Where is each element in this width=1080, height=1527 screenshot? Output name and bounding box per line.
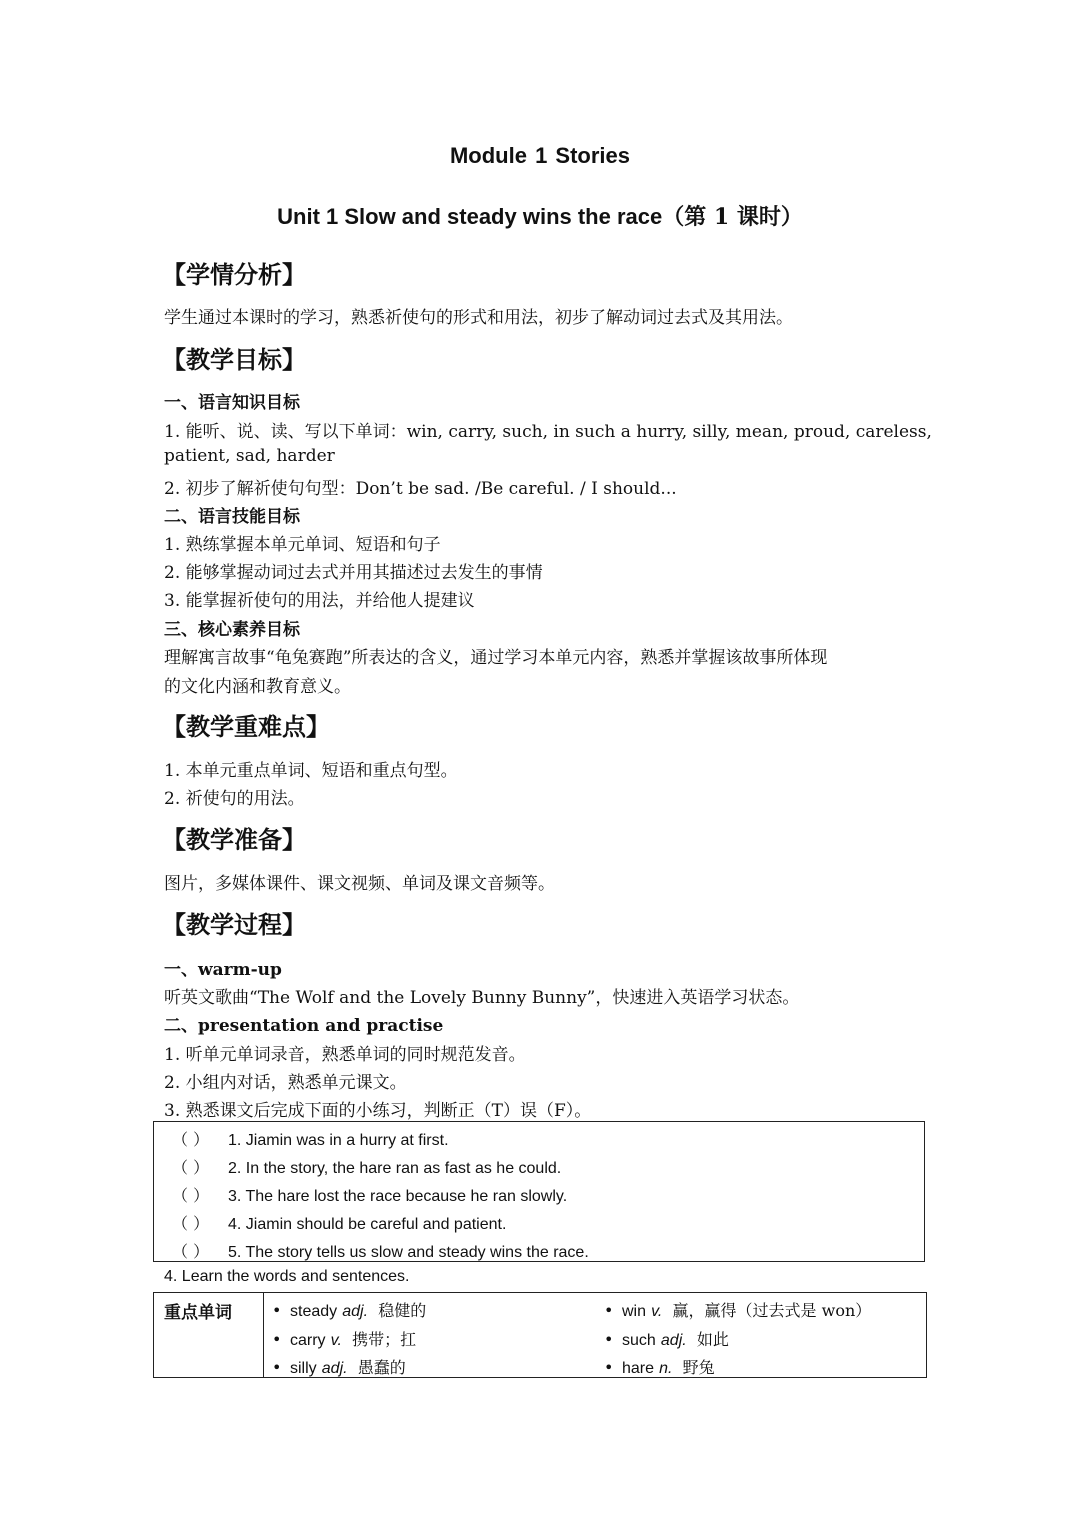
lang-knowledge-item1: 1. 能听、说、读、写以下单词：win, carry, such, in such a hurry, silly, mean, proud, careless,	[164, 422, 932, 442]
vocab-item: • silly adj. 愚蠢的	[272, 1358, 406, 1377]
question-text: 3. The hare lost the race because he ran slowly.	[228, 1188, 568, 1205]
vocab-item: • win v. 赢，赢得（过去式是 won）	[604, 1301, 872, 1320]
question-row	[172, 1239, 589, 1262]
preparation-heading: 【教学准备】	[162, 825, 306, 854]
warmup-title: 一、warm-up	[164, 960, 282, 980]
answer-bracket[interactable]: （ ）	[172, 1242, 210, 1261]
true-false-box	[153, 1121, 925, 1262]
lang-skill-item: 2. 能够掌握动词过去式并用其描述过去发生的事情	[164, 563, 543, 583]
vocab-item: • steady adj. 稳健的	[272, 1301, 427, 1320]
answer-bracket[interactable]: （ ）	[172, 1214, 210, 1233]
lang-knowledge-item1-cont: patient, sad, harder	[164, 446, 335, 466]
bullet-icon: •	[272, 1301, 282, 1320]
question-text: 4. Jiamin should be careful and patient.	[228, 1216, 507, 1233]
question-row	[172, 1183, 567, 1206]
core-text-line2: 的文化内涵和教育意义。	[164, 677, 351, 697]
presentation-title: 二、presentation and practise	[164, 1016, 444, 1036]
vocab-item: • carry v. 携带；扛	[272, 1330, 417, 1349]
preparation-text: 图片，多媒体课件、课文视频、单词及课文音频等。	[164, 874, 555, 894]
vocab-table	[153, 1292, 927, 1378]
unit-title-cn: （第 1 课时）	[662, 204, 803, 230]
module-title: Module 1 Stories	[449, 143, 631, 168]
bullet-icon: •	[604, 1330, 614, 1349]
lang-knowledge-item2: 2. 初步了解祈使句句型：Don’t be sad. /Be careful. / I should...	[164, 479, 677, 499]
question-text: 2. In the story, the hare ran as fast as he could.	[228, 1160, 562, 1177]
table-divider	[263, 1293, 264, 1377]
core-text-line1: 理解寓言故事“龟兔赛跑”所表达的含义，通过学习本单元内容，熟悉并掌握该故事所体现	[164, 648, 828, 668]
unit-title	[0, 200, 1080, 231]
process-step: 3. 熟悉课文后完成下面的小练习，判断正（T）误（F）。	[164, 1101, 592, 1121]
step4-text: 4. Learn the words and sentences.	[164, 1268, 410, 1285]
vocab-item: • hare n. 野兔	[604, 1358, 715, 1377]
lang-skills-title: 二、语言技能目标	[164, 507, 300, 527]
core-title: 三、核心素养目标	[164, 620, 300, 640]
bullet-icon: •	[604, 1301, 614, 1320]
process-step: 1. 听单元单词录音，熟悉单词的同时规范发音。	[164, 1045, 526, 1065]
question-row	[172, 1211, 506, 1234]
bullet-icon: •	[272, 1330, 282, 1349]
bullet-icon: •	[272, 1358, 282, 1377]
answer-bracket[interactable]: （ ）	[172, 1158, 210, 1177]
bullet-icon: •	[604, 1358, 614, 1377]
vocab-label: 重点单词	[164, 1303, 232, 1323]
lang-skill-item: 3. 能掌握祈使句的用法，并给他人提建议	[164, 591, 475, 611]
analysis-text: 学生通过本课时的学习，熟悉祈使句的形式和用法，初步了解动词过去式及其用法。	[164, 308, 793, 328]
question-text: 5. The story tells us slow and steady wins the race.	[228, 1244, 589, 1261]
lang-skill-item: 1. 熟练掌握本单元单词、短语和句子	[164, 535, 441, 555]
objectives-heading: 【教学目标】	[162, 345, 306, 374]
question-text: 1. Jiamin was in a hurry at first.	[228, 1132, 449, 1149]
analysis-heading: 【学情分析】	[162, 260, 306, 289]
process-heading: 【教学过程】	[162, 910, 306, 939]
question-row	[172, 1155, 561, 1178]
key-point-item: 1. 本单元重点单词、短语和重点句型。	[164, 761, 458, 781]
question-row	[172, 1127, 449, 1150]
answer-bracket[interactable]: （ ）	[172, 1130, 210, 1149]
vocab-item: • such adj. 如此	[604, 1330, 729, 1349]
warmup-text: 听英文歌曲“The Wolf and the Lovely Bunny Bunny”，快速进入英语学习状态。	[164, 988, 800, 1008]
unit-title-en: Unit 1 Slow and steady wins the race	[277, 204, 663, 229]
key-point-item: 2. 祈使句的用法。	[164, 789, 305, 809]
process-step: 2. 小组内对话，熟悉单元课文。	[164, 1073, 407, 1093]
answer-bracket[interactable]: （ ）	[172, 1186, 210, 1205]
lang-knowledge-title: 一、语言知识目标	[164, 393, 300, 413]
key-points-heading: 【教学重难点】	[162, 712, 330, 741]
